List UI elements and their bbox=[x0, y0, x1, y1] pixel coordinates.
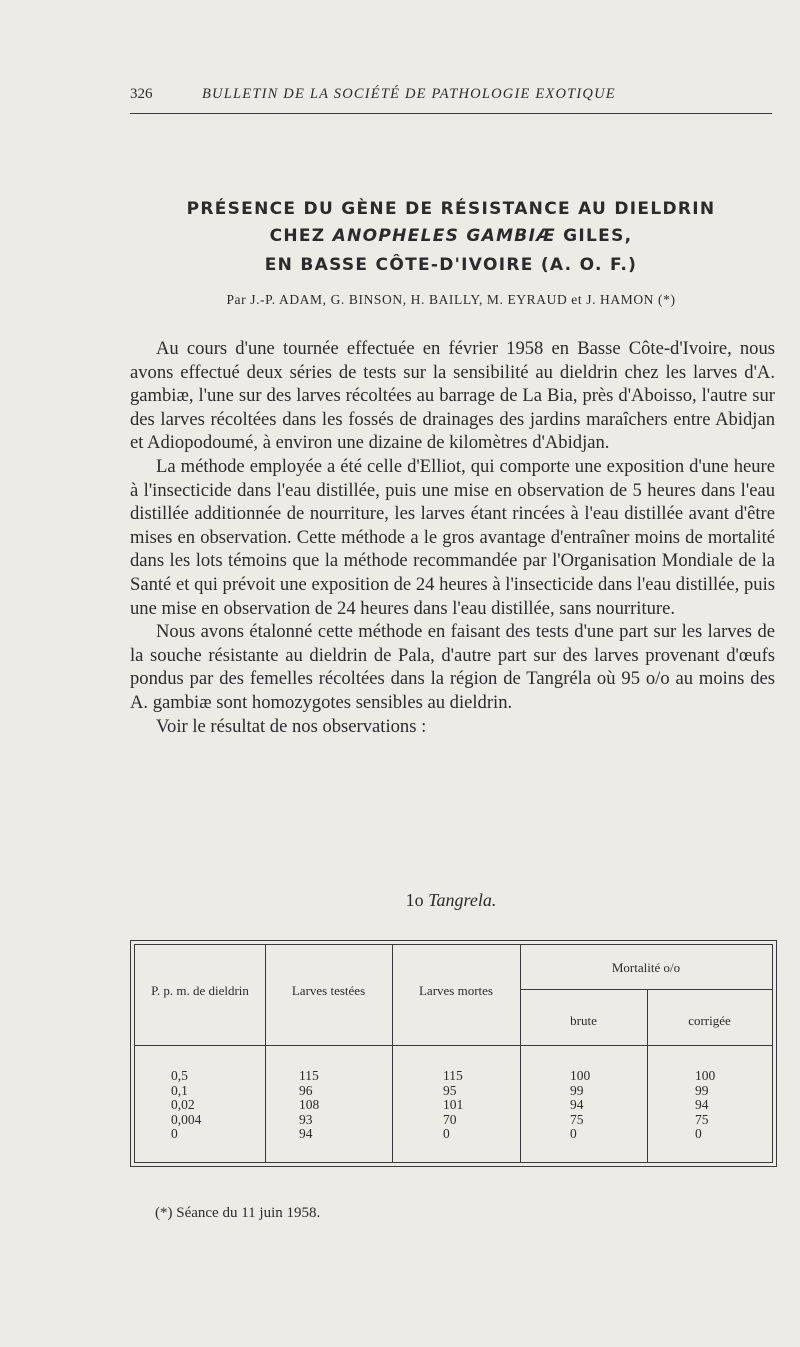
column-ppm bbox=[171, 1069, 251, 1142]
paragraph-3: Nous avons étalonné cette méthode en faisant des tests d'une part sur les larves de la souche résistante au dieldrin de Pala, d'autre part sur des larves provenant d'œufs pondus par des femelles récoltées dans la région de Tangréla où 95 o/o au moins des A. gambiæ sont homozygotes sensibles au dieldrin. bbox=[130, 621, 775, 713]
cell-tested: 94 bbox=[299, 1126, 313, 1141]
column-divider bbox=[265, 945, 266, 1162]
paragraph-4: Voir le résultat de nos observations : bbox=[156, 715, 427, 737]
cell-corrected: 0 bbox=[695, 1126, 702, 1141]
table-caption-number: 1o bbox=[405, 890, 424, 910]
article-title-line-1: PRÉSENCE DU GÈNE DE RÉSISTANCE AU DIELDRIN bbox=[186, 199, 716, 219]
header-tested: Larves testées bbox=[291, 983, 366, 998]
cell-dead: 0 bbox=[443, 1126, 450, 1141]
cell-ppm: 0,02 bbox=[171, 1097, 195, 1112]
cell-corrected: 94 bbox=[695, 1097, 709, 1112]
header-bottom-rule bbox=[135, 1045, 772, 1046]
cell-dead: 115 bbox=[443, 1068, 463, 1083]
column-divider bbox=[392, 945, 393, 1162]
cell-raw: 94 bbox=[570, 1097, 584, 1112]
cell-ppm: 0 bbox=[171, 1126, 178, 1141]
title-suffix: GILES, bbox=[555, 226, 633, 246]
paragraph-1: Au cours d'une tournée effectuée en février 1958 en Basse Côte-d'Ivoire, nous avons effectué deux séries de tests sur la sensibilité au dieldrin chez les larves d'A. gambiæ, l'une sur des larves récoltées au barrage de La Bia, près d'Aboisso, l'autre sur des larves récoltées dans les fossés de drainages des jardins maraîchers entre Abidjan et Adiopodoumé, à environ une dizaine de kilomètres d'Abidjan. bbox=[130, 338, 775, 454]
title-prefix: CHEZ bbox=[269, 226, 333, 246]
header-rule bbox=[130, 113, 772, 114]
cell-ppm: 0,004 bbox=[171, 1111, 202, 1127]
header-corrected: corrigée bbox=[688, 1013, 731, 1028]
header-raw: brute bbox=[570, 1013, 597, 1028]
footnote: (*) Séance du 11 juin 1958. bbox=[155, 1205, 321, 1221]
page-header bbox=[130, 86, 772, 110]
header-ppm: P. p. m. de dieldrin bbox=[151, 983, 249, 998]
mortality-header-rule bbox=[520, 989, 772, 990]
cell-tested: 96 bbox=[299, 1082, 313, 1098]
page-number: 326 bbox=[130, 86, 153, 102]
cell-ppm: 0,1 bbox=[171, 1082, 188, 1098]
cell-corrected: 75 bbox=[695, 1111, 709, 1127]
column-tested bbox=[299, 1069, 359, 1142]
column-corrected bbox=[695, 1069, 755, 1142]
cell-tested: 93 bbox=[299, 1111, 313, 1127]
results-table-inner bbox=[134, 944, 773, 1163]
running-title: BULLETIN DE LA SOCIÉTÉ DE PATHOLOGIE EXOTIQUE bbox=[202, 86, 616, 102]
author-byline: Par J.-P. ADAM, G. BINSON, H. BAILLY, M. EYRAUD et J. HAMON (*) bbox=[226, 292, 676, 307]
table-caption bbox=[130, 890, 772, 911]
column-dead bbox=[443, 1069, 503, 1142]
cell-ppm: 0,5 bbox=[171, 1068, 188, 1083]
cell-raw: 100 bbox=[570, 1068, 591, 1083]
cell-dead: 70 bbox=[443, 1111, 457, 1127]
cell-tested: 108 bbox=[299, 1097, 320, 1112]
article-title-line-2 bbox=[130, 226, 772, 246]
article-title-line-3: EN BASSE CÔTE-D'IVOIRE (A. O. F.) bbox=[264, 255, 638, 275]
table-caption-title: Tangrela. bbox=[428, 890, 497, 910]
cell-corrected: 99 bbox=[695, 1082, 709, 1098]
header-dead: Larves mortes bbox=[418, 983, 493, 998]
cell-dead: 95 bbox=[443, 1082, 457, 1098]
cell-dead: 101 bbox=[443, 1097, 464, 1112]
paragraph-2: La méthode employée a été celle d'Elliot, qui comporte une exposition d'une heure à l'insecticide dans l'eau distillée, puis une mise en observation de 5 heures dans l'eau distillée additionnée de nourriture, les larves étant rincées à l'eau distillée avant d'être mises en observation. Cette méthode a le gros avantage d'entraîner moins de mortalité dans les lots témoins que la méthode recommandée par l'Organisation Mondiale de la Santé et qui prévoit une exposition de 24 heures à l'insecticide dans l'eau distillée, puis une mise en observation de 24 heures dans l'eau distillée, sans nourriture. bbox=[130, 455, 775, 619]
column-divider bbox=[520, 945, 521, 1162]
column-raw bbox=[570, 1069, 630, 1142]
header-mortality: Mortalité o/o bbox=[611, 960, 681, 975]
cell-raw: 99 bbox=[570, 1082, 584, 1098]
cell-corrected: 100 bbox=[695, 1068, 716, 1083]
cell-raw: 75 bbox=[570, 1111, 584, 1127]
cell-tested: 115 bbox=[299, 1068, 319, 1083]
title-species: ANOPHELES GAMBIÆ bbox=[332, 226, 556, 246]
article-body bbox=[130, 337, 775, 738]
cell-raw: 0 bbox=[570, 1126, 577, 1141]
results-table bbox=[130, 940, 777, 1167]
